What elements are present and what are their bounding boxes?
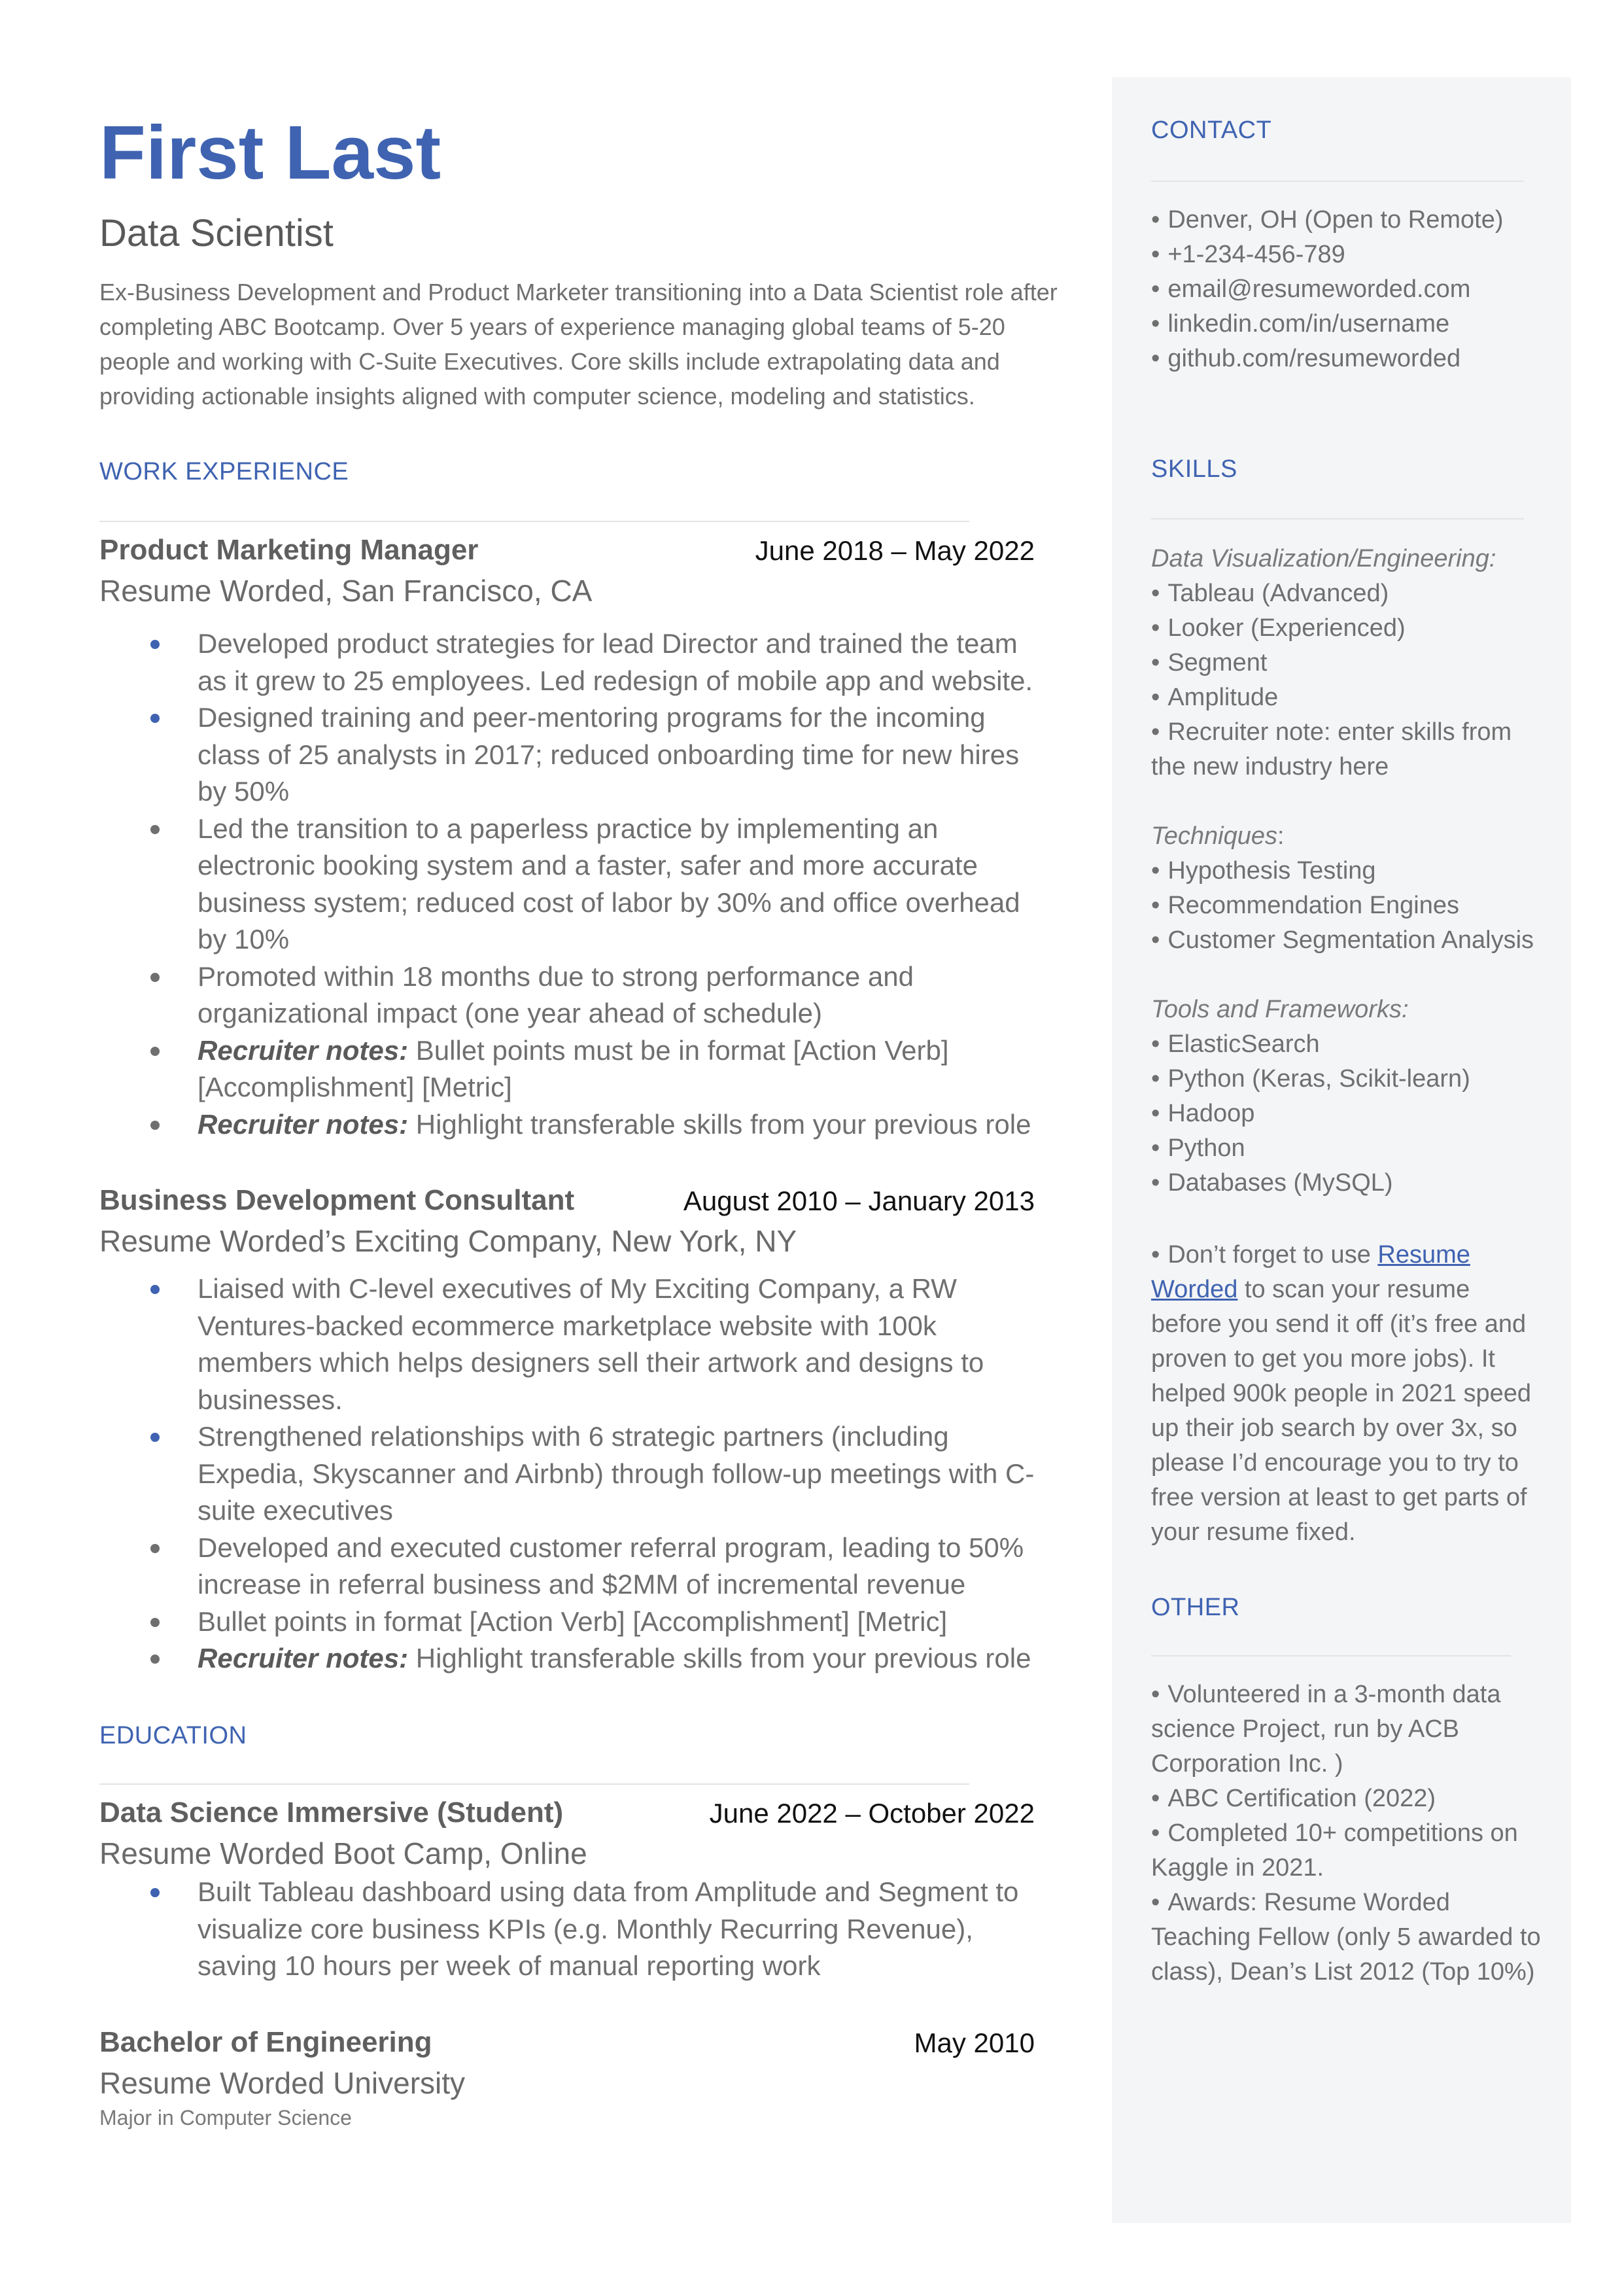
- job-title: Product Marketing Manager: [99, 534, 479, 566]
- section-divider: [99, 521, 969, 522]
- side-list-item: [1151, 272, 1544, 307]
- job-company: Resume Worded’s Exciting Company, New York, NY: [99, 1224, 797, 1258]
- degree-date: May 2010: [914, 2027, 1035, 2058]
- bullet-item: [99, 958, 1035, 1032]
- note-text-after: to scan your resume before you send it off (it’s free and proven to get you more jobs). It helped 900k people in 2021 speed up their job search by over 3x, so please I’d encourage you to try to free version at least to get parts of your resume fixed.: [1151, 1276, 1532, 1546]
- side-list-item: [1151, 1677, 1544, 1781]
- bullet-item: [99, 1530, 1035, 1603]
- skill-item-text: Databases (MySQL): [1167, 1169, 1393, 1197]
- work-experience-heading: WORK EXPERIENCE: [99, 458, 349, 485]
- bullet-mark: •: [1151, 1065, 1160, 1093]
- bullet-mark: •: [1151, 614, 1160, 642]
- bullet-item: [99, 1418, 1035, 1530]
- skill-item: [1151, 646, 1544, 680]
- bullet-text: Bullet points must be in format [Action Verb] [Accomplishment] [Metric]: [198, 1034, 949, 1102]
- bullet-text: Promoted within 18 months due to strong performance and organizational impact (one year ahead of schedule): [198, 960, 914, 1028]
- job-date: June 2018 – May 2022: [755, 535, 1035, 566]
- skill-item: [1151, 611, 1544, 646]
- bullet-mark: •: [1151, 926, 1160, 954]
- job-date: August 2010 – January 2013: [683, 1185, 1035, 1216]
- bullet-mark: •: [1151, 892, 1160, 919]
- side-item-text: linkedin.com/in/username: [1167, 310, 1450, 338]
- section-divider: [99, 1783, 969, 1785]
- bullet-text: Built Tableau dashboard using data from Amplitude and Segment to visualize core business KPIs (e.g. Monthly Recurring Revenue), saving 10 hours per week of manual reporting work: [198, 1876, 1019, 1981]
- skill-item: [1151, 1166, 1544, 1200]
- skill-group-label-text: Data Visualization/Engineering:: [1151, 545, 1496, 572]
- side-item-text: github.com/resumeworded: [1167, 345, 1461, 372]
- recruiter-notes-label: Recruiter notes:: [198, 1643, 409, 1673]
- skill-group-label: [1151, 992, 1544, 1027]
- bullet-text: Highlight transferable skills from your previous role: [408, 1643, 1031, 1673]
- bullet-item: [99, 699, 1035, 811]
- bullet-dot: [150, 714, 160, 723]
- side-list-item: [1151, 1885, 1544, 1989]
- side-item-text: Volunteered in a 3-month data science Project, run by ACB Corporation Inc. ): [1151, 1681, 1501, 1778]
- bullet-mark: •: [1151, 1819, 1160, 1847]
- skills-block: [1151, 542, 1544, 1200]
- school-name: Resume Worded University: [99, 2066, 466, 2100]
- main-column: [99, 0, 1058, 2295]
- side-list-item: [1151, 342, 1544, 376]
- skill-item-text: Hypothesis Testing: [1167, 857, 1376, 885]
- contact-list: [1151, 203, 1544, 376]
- skill-item: [1151, 1062, 1544, 1096]
- skill-group-label: [1151, 819, 1544, 854]
- job-entry-0: [99, 534, 1035, 1143]
- skill-item: [1151, 715, 1544, 784]
- bullet-text: Designed training and peer-mentoring programs for the incoming class of 25 analysts in 2017; reduced onboarding time for new hires by 50%: [198, 702, 1020, 807]
- bullet-item: [99, 1603, 1035, 1641]
- bullet-mark: •: [1151, 649, 1160, 676]
- bullet-text: Led the transition to a paperless practice by implementing an electronic booking system and a faster, safer and more accurate business system; reduced cost of labor by 30% and office overhead by 10%: [198, 813, 1020, 955]
- bullet-mark: •: [1151, 1100, 1160, 1127]
- skill-item-text: Amplitude: [1167, 684, 1279, 711]
- side-item-text: Awards: Resume Worded Teaching Fellow (only 5 awarded to class), Dean’s List 2012 (Top 10%): [1151, 1889, 1541, 1986]
- side-list-item: [1151, 1781, 1544, 1816]
- sidebar: [1112, 77, 1571, 2223]
- recruiter-notes-label: Recruiter notes:: [198, 1108, 409, 1140]
- bullet-text: Developed and executed customer referral program, leading to 50% increase in referral business and $2MM of incremental revenue: [198, 1532, 1024, 1600]
- section-divider: [1151, 181, 1524, 182]
- degree-date: June 2022 – October 2022: [709, 1798, 1035, 1829]
- skill-group-label: [1151, 542, 1544, 576]
- other-heading: OTHER: [1151, 1594, 1240, 1621]
- skill-group: [1151, 542, 1544, 784]
- bullet-mark: •: [1151, 718, 1160, 746]
- bullet-item: [99, 1106, 1035, 1144]
- side-item-text: Denver, OH (Open to Remote): [1167, 206, 1504, 234]
- education-entry-0: [99, 1796, 1035, 1985]
- skill-group-label-suffix: :: [1277, 822, 1285, 850]
- bullet-mark: •: [1151, 241, 1160, 268]
- bullet-mark: •: [1151, 1785, 1160, 1812]
- resume-worded-link[interactable]: Resume Worded: [1151, 1241, 1470, 1303]
- bullet-dot: [150, 640, 160, 649]
- major-note: Major in Computer Science: [99, 2106, 352, 2129]
- bullet-text: Developed product strategies for lead Director and trained the team as it grew to 25 employees. Led redesign of mobile app and website.: [198, 628, 1033, 696]
- skill-item-text: Tableau (Advanced): [1167, 580, 1389, 607]
- skill-list: [1151, 576, 1544, 784]
- bullet-item: [99, 1640, 1035, 1677]
- skill-item: [1151, 854, 1544, 888]
- skill-item-text: Python: [1167, 1134, 1245, 1162]
- skill-item-text: ElasticSearch: [1167, 1030, 1320, 1058]
- skill-item-text: Customer Segmentation Analysis: [1167, 926, 1534, 954]
- education-bullets: [99, 1874, 1035, 1985]
- side-list-item: [1151, 1816, 1544, 1885]
- skill-group: [1151, 819, 1544, 958]
- bullet-dot: [150, 1618, 160, 1627]
- bullet-dot: [150, 1285, 160, 1294]
- contact-heading: CONTACT: [1151, 116, 1272, 144]
- other-list: [1151, 1677, 1544, 1989]
- bullet-text: Liaised with C-level executives of My Exciting Company, a RW Ventures-backed ecommerce marketplace website with 100k members which helps designers sell their artwork and designs to businesses.: [198, 1273, 984, 1415]
- skill-item-text: Recruiter note: enter skills from the new industry here: [1151, 718, 1512, 780]
- summary-text: Ex-Business Development and Product Marketer transitioning into a Data Scientist role after completing ABC Bootcamp. Over 5 years of experience managing global teams of 5-20 people and working with C-Suite Executives. Core skills include extrapolating data and providing actionable insights aligned with computer science, modeling and statistics.: [99, 279, 1058, 410]
- skill-list: [1151, 854, 1544, 958]
- bullet-mark: •: [1151, 684, 1160, 711]
- skill-item-text: Python (Keras, Scikit-learn): [1167, 1065, 1470, 1093]
- bullet-mark: •: [1151, 275, 1160, 303]
- bullet-item: [99, 1874, 1035, 1985]
- side-item-text: email@resumeworded.com: [1167, 275, 1471, 303]
- school-name: Resume Worded Boot Camp, Online: [99, 1836, 587, 1870]
- job-bullets: [99, 1270, 1035, 1677]
- bullet-dot: [150, 1047, 160, 1056]
- bullet-item: [99, 811, 1035, 958]
- skill-item: [1151, 576, 1544, 611]
- skill-item: [1151, 1131, 1544, 1166]
- skill-item-text: Segment: [1167, 649, 1268, 676]
- bullet-dot: [150, 1544, 160, 1553]
- job-title: Business Development Consultant: [99, 1184, 575, 1216]
- bullet-text: Bullet points in format [Action Verb] [Accomplishment] [Metric]: [198, 1605, 948, 1637]
- side-list-item: [1151, 203, 1544, 237]
- job-entry-1: [99, 1184, 1035, 1677]
- skill-item-text: Recommendation Engines: [1167, 892, 1460, 919]
- skill-item: [1151, 680, 1544, 715]
- skill-item: [1151, 1096, 1544, 1131]
- skill-item-text: Hadoop: [1167, 1100, 1255, 1127]
- bullet-mark: •: [1151, 206, 1160, 234]
- bullet-dot: [150, 1655, 160, 1664]
- bullet-mark: •: [1151, 345, 1160, 372]
- bullet-dot: [150, 1433, 160, 1442]
- bullet-dot: [150, 1888, 160, 1897]
- job-company: Resume Worded, San Francisco, CA: [99, 574, 593, 608]
- bullet-dot: [150, 1121, 160, 1130]
- skill-list: [1151, 1027, 1544, 1200]
- degree-title: Bachelor of Engineering: [99, 2026, 432, 2058]
- candidate-name: First Last: [99, 110, 441, 195]
- bullet-mark: •: [1151, 1889, 1160, 1916]
- candidate-role: Data Scientist: [99, 212, 334, 254]
- recruiter-notes-label: Recruiter notes:: [198, 1034, 409, 1066]
- bullet-text: Highlight transferable skills from your previous role: [408, 1108, 1031, 1140]
- section-divider: [1151, 518, 1524, 519]
- skill-item: [1151, 923, 1544, 958]
- bullet-mark: •: [1151, 857, 1160, 885]
- bullet-item: [99, 1032, 1035, 1106]
- bullet-mark: •: [1151, 1169, 1160, 1197]
- skill-group-label-text: Tools and Frameworks:: [1151, 996, 1409, 1023]
- education-heading: EDUCATION: [99, 1722, 247, 1749]
- bullet-mark: •: [1151, 1134, 1160, 1162]
- bullet-item: [99, 625, 1035, 699]
- bullet-mark: •: [1151, 1030, 1160, 1058]
- side-list-item: [1151, 237, 1544, 272]
- education-entry-1: [99, 2026, 1035, 2130]
- note-text-before: Don’t forget to use: [1167, 1241, 1378, 1269]
- side-item-text: Completed 10+ competitions on Kaggle in 2021.: [1151, 1819, 1518, 1882]
- bullet-mark: •: [1151, 310, 1160, 338]
- skill-item-text: Looker (Experienced): [1167, 614, 1406, 642]
- bullet-item: [99, 1270, 1035, 1418]
- side-list-item: [1151, 307, 1544, 342]
- skill-group-label-text: Techniques: [1151, 822, 1277, 850]
- side-item-text: ABC Certification (2022): [1167, 1785, 1436, 1812]
- bullet-text: Strengthened relationships with 6 strategic partners (including Expedia, Skyscanner and Airbnb) through follow-up meetings with C-suite executives: [198, 1421, 1035, 1526]
- bullet-dot: [150, 973, 160, 982]
- skill-group: [1151, 992, 1544, 1200]
- resume-worded-note: • Don’t forget to use Resume Worded to scan your resume before you send it off (it’s free and proven to get you more jobs). It helped 900k people in 2021 speed up their job search by over 3x, so please I’d encourage you to try to free version at least to get parts of your resume fixed.: [1151, 1241, 1532, 1546]
- bullet-mark: •: [1151, 580, 1160, 607]
- side-item-text: +1-234-456-789: [1167, 241, 1345, 268]
- section-divider: [1151, 1655, 1511, 1656]
- job-bullets: [99, 625, 1035, 1143]
- bullet-dot: [150, 825, 160, 834]
- degree-title: Data Science Immersive (Student): [99, 1796, 564, 1829]
- skills-heading: SKILLS: [1151, 455, 1237, 483]
- skill-item: [1151, 888, 1544, 923]
- bullet-mark: •: [1151, 1681, 1160, 1708]
- skill-item: [1151, 1027, 1544, 1062]
